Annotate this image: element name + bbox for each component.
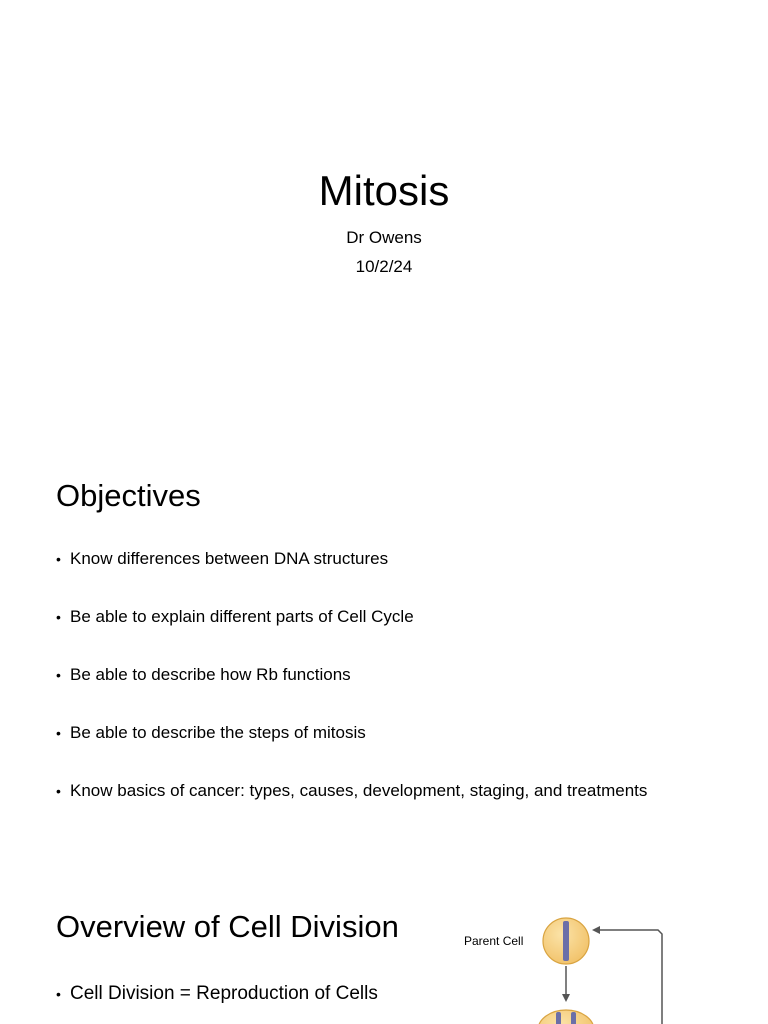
cell-division-diagram bbox=[458, 912, 678, 1024]
presentation-title: Mitosis bbox=[318, 167, 450, 214]
parent-cell-icon bbox=[543, 918, 589, 964]
objective-item: • Be able to describe how Rb functions bbox=[56, 664, 647, 686]
slide-heading: Objectives bbox=[56, 478, 201, 513]
presentation-date: 10/2/24 bbox=[355, 257, 413, 276]
cycle-arrow-icon bbox=[592, 926, 662, 1024]
overview-slide bbox=[0, 864, 768, 1024]
objective-item: • Be able to describe the steps of mitosis bbox=[56, 722, 647, 744]
objectives-list bbox=[56, 548, 647, 838]
cell-division-graphic bbox=[458, 912, 678, 1024]
objectives-slide bbox=[0, 432, 768, 864]
presenter-name: Dr Owens bbox=[346, 228, 422, 247]
slide-heading: Overview of Cell Division bbox=[56, 909, 399, 944]
objective-item: • Know differences between DNA structures bbox=[56, 548, 647, 570]
overview-bullet: • Cell Division = Reproduction of Cells bbox=[56, 982, 378, 1006]
arrow-down-icon bbox=[562, 966, 570, 1002]
title-slide bbox=[0, 0, 768, 432]
parent-cell-label: Parent Cell bbox=[464, 934, 524, 948]
objective-item: • Be able to explain different parts of Cell Cycle bbox=[56, 606, 647, 628]
objective-item: • Know basics of cancer: types, causes, development, staging, and treatments bbox=[56, 780, 647, 802]
daughter-cell-icon bbox=[538, 1010, 594, 1024]
overview-list bbox=[56, 982, 378, 1006]
